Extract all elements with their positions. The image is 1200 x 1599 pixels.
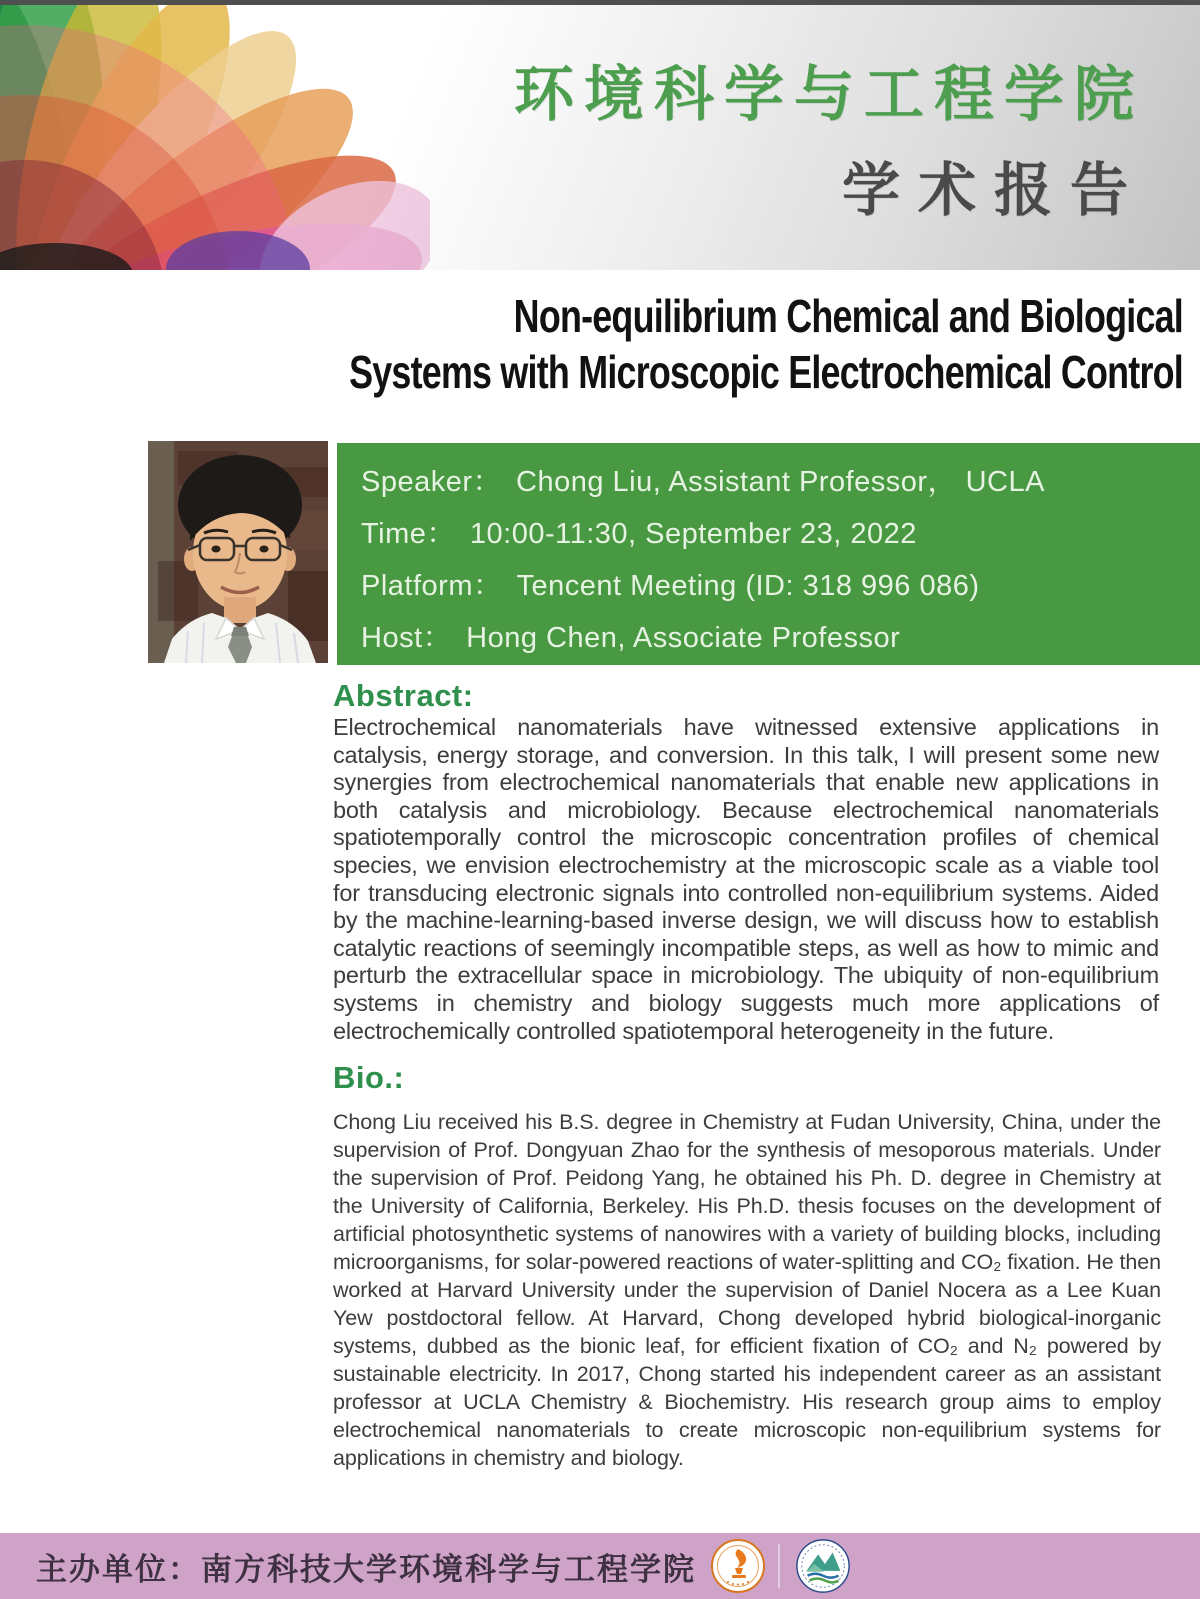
bio-text: Chong Liu received his B.S. degree in Chemistry at Fudan University, China, under the supervision of Prof. Dongyuan Zhao for the synthesis of mesoporous materials. Under the supervision of Prof. Peidong Yang, he obtained his Ph. D. degree in Chemistry at the University of California, Berkeley. His Ph.D. thesis focuses on the development of artificial photosynthetic systems of nanowires with a variety of building blocks, including microorganisms, for solar-powered reactions of water-splitting and CO₂ fixation. He then worked at Harvard University under the supervision of Daniel Nocera as a Lee Kuan Yew postdoctoral fellow. At Harvard, Chong developed hybrid biological-inorganic systems, dubbed as the bionic leaf, for efficient fixation of CO₂ and N₂ powered by sustainable electricity. In 2017, Chong started his independent career as an assistant professor at UCLA Chemistry & Biochemistry. His research group aims to employ electrochemical nanomaterials to create microscopic non-equilibrium systems for applications in chemistry and biology. bbox=[333, 1110, 1161, 1470]
school-of-environment-logo bbox=[794, 1537, 852, 1595]
seminar-type-cn: 学术报告 bbox=[841, 156, 1146, 224]
platform-label: Platform： bbox=[361, 570, 503, 602]
speaker-label: Speaker： bbox=[361, 466, 503, 498]
talk-title-line2: Systems with Microscopic Electrochemical Control bbox=[349, 346, 1183, 398]
platform-value: Tencent Meeting (ID: 318 996 086) bbox=[516, 570, 980, 602]
sustech-university-logo bbox=[710, 1538, 766, 1594]
department-name-cn: 环境科学与工程学院 bbox=[514, 60, 1144, 130]
time-value: 10:00-11:30, September 23, 2022 bbox=[469, 518, 917, 550]
talk-title-line1: Non-equilibrium Chemical and Biological bbox=[513, 290, 1183, 342]
talk-title bbox=[260, 288, 1183, 400]
header-banner bbox=[0, 5, 1200, 270]
info-row-speaker bbox=[361, 456, 1200, 508]
speaker-value: Chong Liu, Assistant Professor， UCLA bbox=[516, 466, 1045, 498]
info-row-time bbox=[361, 508, 1200, 560]
logo-divider bbox=[778, 1544, 780, 1588]
petal-fan-graphic bbox=[0, 5, 430, 270]
abstract-text: Electrochemical nanomaterials have witnessed extensive applications in catalysis, energy storage, and conversion. In this talk, I will present some new synergies from electrochemical nanomaterials that enable new applications in both catalysis and microbiology. Because electrochemical nanomaterials spatiotemporally control the microscopic concentration profiles of chemical species, we envision electrochemistry at the microscopic scale as a viable tool for transducing electronic signals into controlled non-equilibrium systems. Aided by the machine-learning-based inverse design, we will discuss how to establish catalytic reactions of seemingly incompatible steps, as well as how to mimic and perturb the extracellular space in microbiology. The ubiquity of non-equilibrium systems in chemistry and biology suggests much more applications of electrochemically controlled spatiotemporal heterogeneity in the future. bbox=[333, 714, 1159, 1044]
seminar-info-box bbox=[337, 443, 1200, 665]
abstract-heading: Abstract: bbox=[333, 678, 474, 713]
info-row-platform bbox=[361, 560, 1200, 612]
time-label: Time： bbox=[361, 518, 456, 550]
organizer-text: 主办单位：南方科技大学环境科学与工程学院 bbox=[36, 1551, 696, 1588]
bio-heading: Bio.: bbox=[333, 1060, 405, 1095]
host-value: Hong Chen, Associate Professor bbox=[466, 622, 901, 654]
info-row-host bbox=[361, 612, 1200, 664]
footer-bar bbox=[0, 1533, 1200, 1599]
host-label: Host： bbox=[361, 622, 453, 654]
speaker-photo bbox=[148, 441, 328, 663]
